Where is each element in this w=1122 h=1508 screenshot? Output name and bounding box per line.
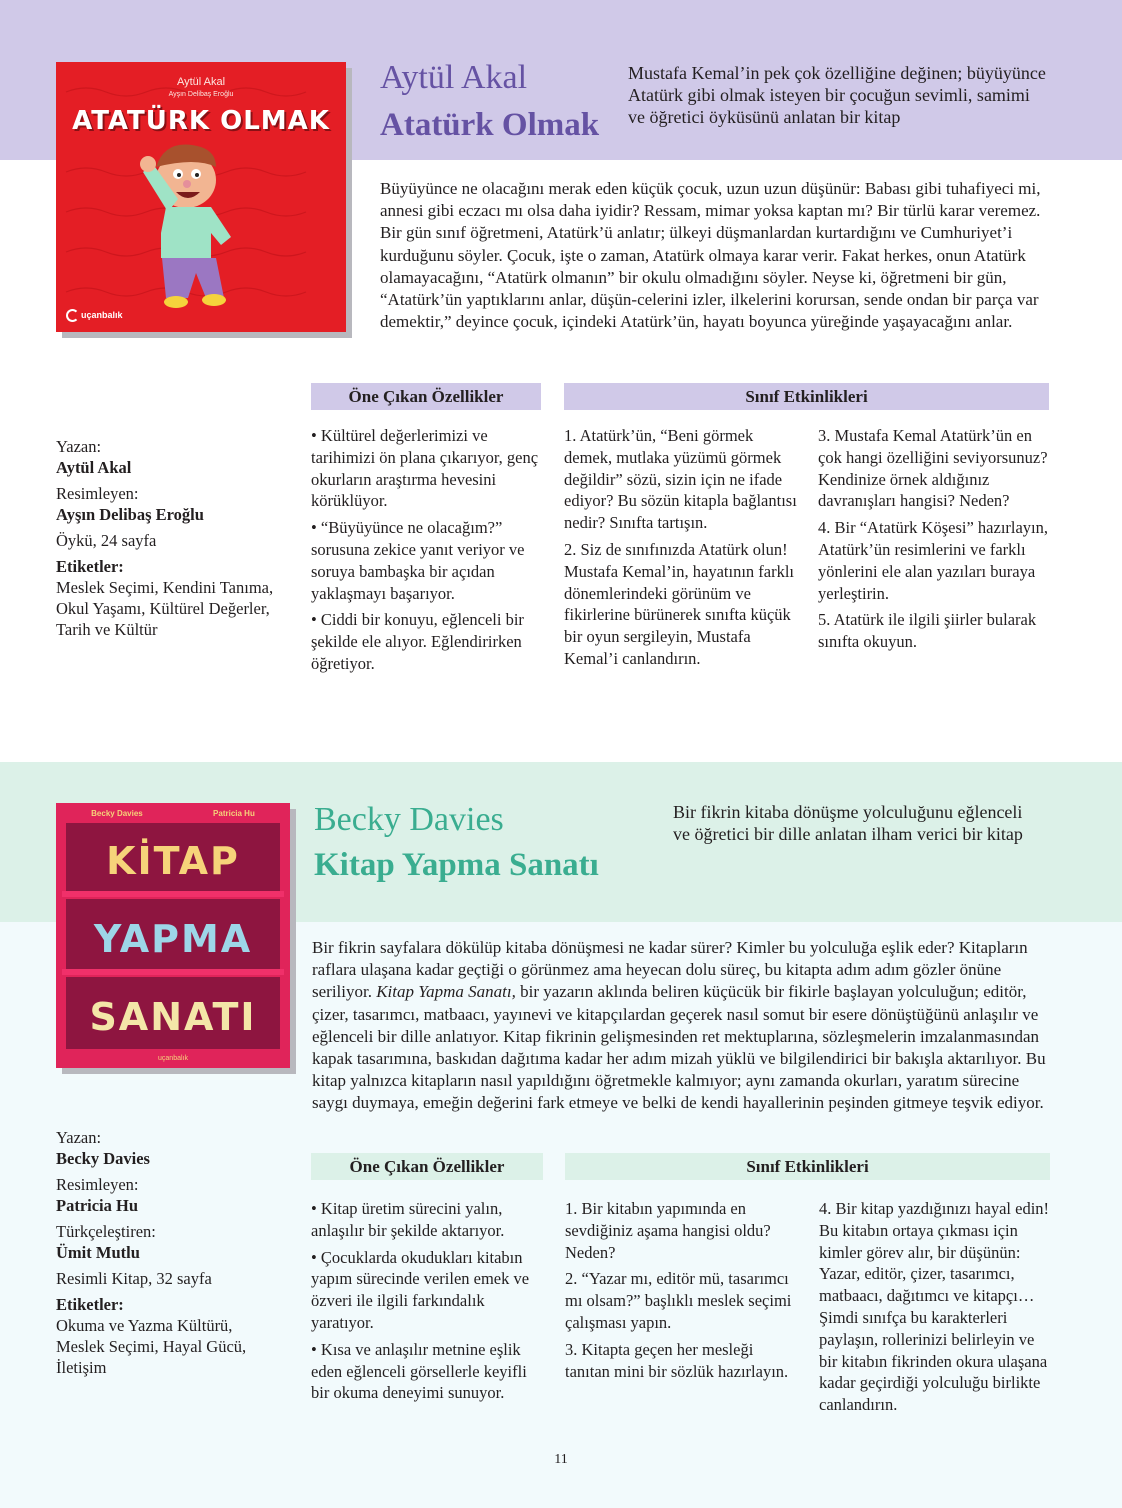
book1-tagline: Mustafa Kemal’in pek çok özelliğine değinen; büyüyünce Atatürk gibi olmak isteyen bir çocuğun sevimli, samimi ve öğretici öyküsünü anlatan bir kitap — [628, 63, 1046, 127]
book2-features-list — [311, 1198, 543, 1409]
feature-item: • Ciddi bir konuyu, eğlenceli bir şekilde ele alıyor. Eğlendirirken öğretiyor. — [311, 610, 524, 673]
publisher-logo-icon — [66, 309, 79, 322]
book2-tagline: Bir fikrin kitaba dönüşme yolculuğunu eğlenceli ve öğretici bir dille anlatan ilham verici bir kitap — [673, 802, 1023, 844]
cover-credits — [56, 809, 290, 818]
format-info: Öykü, 24 sayfa — [56, 531, 157, 550]
activity-item: 1. Atatürk’ün, “Beni görmek demek, mutlaka yüzümü görmek değildir” sözü, sizin için ne ifade ediyor? Bu sözün kitapla bağlantısı nedir? Sınıfta tartışın. — [564, 426, 797, 533]
summary-part: Bir fikrin sayfalara dökülüp kitaba dönüşmesi ne kadar sürer? Kimler bu yolculuğa eşlik eder? Kitapların raflara ulaşana kadar geçtiği o görünmez ama heyecan dolu süreç, bu kitapta adım adım gözler önüne seriliyor. — [312, 938, 1028, 1002]
shelf-board — [62, 891, 284, 897]
cover-illustrator: Patricia Hu — [213, 809, 255, 818]
translator-label: Türkçeleştiren: — [56, 1222, 156, 1241]
feature-item: • Çocuklarda okudukları kitabın yapım sürecinde verilen emek ve özveri ile ilgili farkındalık yaratıyor. — [311, 1247, 530, 1332]
handwriting-texture — [56, 62, 346, 332]
activity-item: 4. Bir “Atatürk Köşesi” hazırlayın, Atatürk’ün resimlerini ve farklı yönlerini ele alan yazıları buraya yerleştirin. — [818, 518, 1049, 603]
author-label: Yazan: — [56, 437, 102, 456]
tags-list: Meslek Seçimi, Kendini Tanıma, Okul Yaşamı, Kültürel Değerler, Tarih ve Kültür — [56, 578, 274, 639]
book1-activities-heading: Sınıf Etkinlikleri — [564, 383, 1049, 410]
cover-title-line: SANATI — [89, 995, 257, 1039]
tags-list: Okuma ve Yazma Kültürü, Meslek Seçimi, Hayal Gücü, İletişim — [56, 1316, 247, 1377]
feature-item: • Kültürel değerlerimizi ve tarihimizi ön plana çıkarıyor, genç okurların araştırma hevesini körüklüyor. — [311, 426, 539, 511]
book1-activities-col2 — [818, 425, 1050, 658]
page-number: 11 — [554, 1452, 568, 1467]
book2-activities-col2 — [819, 1198, 1051, 1421]
cover-title-line: YAPMA — [93, 917, 253, 961]
format-info: Resimli Kitap, 32 sayfa — [56, 1269, 212, 1288]
cover-author: Becky Davies — [91, 809, 143, 818]
author-value: Aytül Akal — [56, 458, 132, 477]
book2-author-heading: Becky Davies — [314, 801, 504, 838]
cover-title-line: KİTAP — [106, 839, 240, 883]
book1-cover-image — [56, 62, 346, 332]
book1-features-list — [311, 425, 543, 680]
activity-item: 3. Kitapta geçen her mesleği tanıtan mini bir sözlük hazırlayın. — [565, 1339, 789, 1381]
book1-activities-col1 — [564, 425, 797, 675]
illustrator-label: Resimleyen: — [56, 1175, 139, 1194]
boy-illustration — [140, 145, 231, 309]
activity-item: 2. “Yazar mı, editör mü, tasarımcı mı olsam?” başlıklı meslek seçimi çalışması yapın. — [565, 1269, 792, 1332]
tags-label: Etiketler: — [56, 1295, 124, 1314]
translator-value: Ümit Mutlu — [56, 1243, 140, 1262]
summary-part: bir yazarın aklında beliren küçücük bir fikirle başlayan yolculuğun; editör, çizer, tasarımcı, matbaacı, yayınevi ve kitapçılardan geçerek nasıl somut bir esere dönüştüğünü anlaşılır ve eğlenceli bir dille anlatıyor. Kitap fikrinin gelişmesinden ret mektuplarına, sözleşmelerin imzalanmasından kapak tasarımına, baskıdan dağıtıma kadar her adım mizah yüklü ve bilgilendirici bir bakışla aktarılıyor. Bu kitap yalnızca kitapların nasıl yapıldığını öğretmekle kalmıyor; aynı zamanda okurları, yaratım sürecine saygı duymaya, emeğin değerini fark etmeye ve belki de kendi hayallerinin peşinden gitmeye teşvik ediyor. — [312, 982, 1046, 1113]
feature-item: • “Büyüyünce ne olacağım?” sorusuna zekice yanıt veriyor ve soruya bambaşka bir açıdan yaklaşmayı başarıyor. — [311, 518, 525, 603]
book1-features-heading: Öne Çıkan Özellikler — [311, 383, 541, 410]
illustrator-value: Ayşın Delibaş Eroğlu — [56, 505, 204, 524]
feature-item: • Kitap üretim sürecini yalın, anlaşılır bir şekilde aktarıyor. — [311, 1199, 505, 1240]
book2-title-heading: Kitap Yapma Sanatı — [314, 847, 599, 883]
book2-activities-heading: Sınıf Etkinlikleri — [565, 1153, 1050, 1180]
author-label: Yazan: — [56, 1128, 102, 1147]
book2-cover-image — [56, 803, 290, 1068]
cover-publisher-logo — [66, 309, 123, 322]
book2-features-heading: Öne Çıkan Özellikler — [311, 1153, 543, 1180]
cover-publisher: uçanbalık — [158, 1055, 188, 1062]
book1-title-heading: Atatürk Olmak — [380, 107, 600, 143]
book2-meta — [56, 1127, 276, 1378]
activity-item: 3. Mustafa Kemal Atatürk’ün en çok hangi özelliğini seviyorsunuz? Kendinize örnek aldığınız davranışları hangisi? Neden? — [818, 426, 1048, 511]
book2-summary-text — [312, 937, 1057, 1115]
activity-item: 4. Bir kitap yazdığınızı hayal edin! Bu kitabın ortaya çıkması için kimler görev alır, bir düşünün: Yazar, editör, çizer, tasarımcı, matbaacı, dağıtımcı ve kitapçı… Şimdi sınıfça bu karakterleri paylaşın, rollerinizi belirleyin ve bir kitabın fikrinden okura ulaşana kadar geçirdiği yolculuğu birlikte canlandırın. — [819, 1199, 1050, 1415]
feature-item: • Kısa ve anlaşılır metnine eşlik eden eğlenceli görsellerle keyifli bir okuma deneyimi sunuyor. — [311, 1339, 527, 1403]
activity-item: 1. Bir kitabın yapımında en sevdiğiniz aşama hangisi oldu? Neden? — [565, 1199, 771, 1262]
cover-publisher: uçanbalık — [81, 309, 123, 320]
book1-meta — [56, 436, 276, 640]
activity-item: 2. Siz de sınıfınızda Atatürk olun! Mustafa Kemal’in, hayatının farklı dönemlerindeki görünüm ve fikirlerine bürünerek sınıfta küçük bir oyun sergileyin, Mustafa Kemal’i canlandırın. — [564, 539, 795, 668]
book1-summary — [380, 178, 1052, 333]
summary-book-title: Kitap Yapma Sanatı, — [376, 982, 516, 1002]
book1-summary-text: Büyüyünce ne olacağını merak eden küçük çocuk, uzun uzun düşünür: Babası gibi tuhafiyeci mi, annesi gibi eczacı mı olsa daha iyidir? Ressam, mimar yoksa kaptan mı? Bir türlü karar veremez. Bir gün sınıf öğretmeni, Atatürk’ü anlatır; ülkeyi düşmanlardan kurtardığını ve Cumhuriyet’i kurduğunu söyler. Çocuk, işte o zaman, Atatürk olmaya karar verir. Fakat herkes, onun Atatürk olamayacağını, “Atatürk olmanın” bir okulu olmadığını söyler. Neyse ki, öğretmeni bir gün, “Atatürk’ün yaptıklarını anlar, düşün-celerini izler, ilkelerini korursan, sende ondan bir parça var demektir,” deyince çocuk, içindeki Atatürk’ün, hayatı boyunca yüreğinde yaşayacağını anlar. — [380, 179, 1041, 332]
cover-author: Aytül Akal — [176, 76, 226, 88]
author-value: Becky Davies — [56, 1149, 150, 1168]
illustrator-value: Patricia Hu — [56, 1196, 139, 1215]
book2-activities-col1 — [565, 1198, 798, 1387]
shelf-board — [62, 969, 284, 975]
book1-author-heading: Aytül Akal — [380, 59, 528, 96]
activity-item: 5. Atatürk ile ilgili şiirler bularak sınıfta okuyun. — [818, 610, 1037, 652]
book2-summary — [312, 937, 1057, 1115]
cover-illustrator: Ayşın Delibaş Eroğlu — [168, 91, 234, 98]
cover-title: ATATÜRK OLMAK — [72, 106, 330, 136]
illustrator-label: Resimleyen: — [56, 484, 139, 503]
tags-label: Etiketler: — [56, 557, 124, 576]
